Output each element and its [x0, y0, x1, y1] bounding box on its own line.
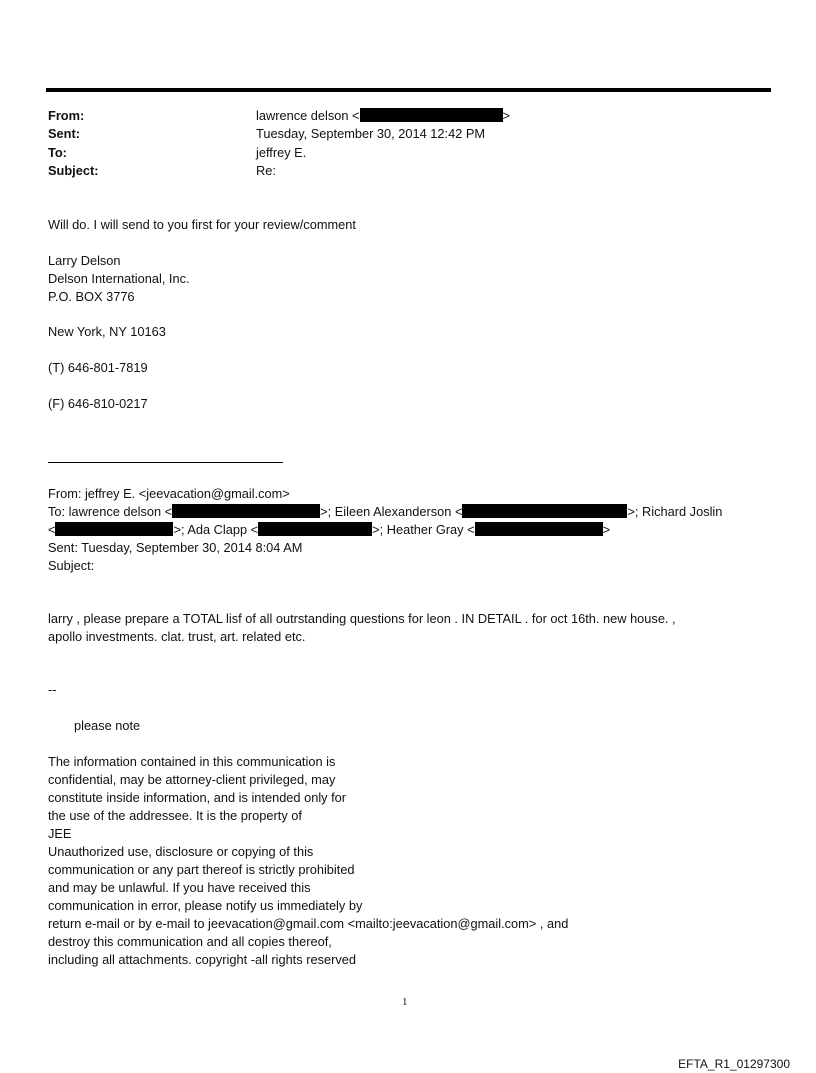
original-body-line2: apollo investments. clat. trust, art. related etc. [48, 629, 306, 644]
to2-text-4: > [602, 522, 611, 537]
disclaimer-line: including all attachments. copyright -all rights reserved [48, 952, 356, 967]
disclaimer-line: the use of the addressee. It is the property of [48, 808, 302, 823]
separator-rule [48, 462, 283, 463]
signature-city: New York, NY 10163 [48, 324, 166, 339]
subject-label: Subject: [48, 163, 99, 178]
disclaimer-line: and may be unlawful. If you have received this [48, 880, 311, 895]
document-id: EFTA_R1_01297300 [678, 1057, 790, 1071]
disclaimer-line: Unauthorized use, disclosure or copying of this [48, 844, 314, 859]
redaction-bar [360, 108, 503, 122]
please-note: please note [74, 718, 141, 733]
subject-value: Re: [256, 163, 276, 178]
original-from: From: jeffrey E. <jeevacation@gmail.com> [48, 486, 290, 501]
from-name: lawrence delson < [256, 108, 360, 123]
original-sent: Sent: Tuesday, September 30, 2014 8:04 AM [48, 540, 303, 555]
original-body-line1: larry , please prepare a TOTAL lisf of all outrstanding questions for leon . IN DETAIL . for oct 16th. new house. , [48, 611, 676, 626]
signature-dashes: -- [48, 682, 57, 697]
disclaimer-line: JEE [48, 826, 72, 841]
to-label: To: [48, 145, 67, 160]
disclaimer-line: destroy this communication and all copies thereof, [48, 934, 332, 949]
from-label: From: [48, 108, 85, 123]
to2-text-1: < [48, 522, 56, 537]
signature-fax: (F) 646-810-0217 [48, 396, 148, 411]
signature-phone: (T) 646-801-7819 [48, 360, 148, 375]
sent-value: Tuesday, September 30, 2014 12:42 PM [256, 126, 486, 141]
redaction-bar [462, 504, 627, 518]
original-to-line1 [48, 503, 722, 521]
disclaimer-line: constitute inside information, and is intended only for [48, 790, 347, 805]
to2-text-3: >; Heather Gray < [372, 522, 475, 537]
reply-body: Will do. I will send to you first for your review/comment [48, 217, 356, 232]
redaction-bar [55, 522, 173, 536]
to-text-1: To: lawrence delson < [48, 504, 173, 519]
to-text-3: >; Richard Joslin [627, 504, 723, 519]
redaction-bar [172, 504, 320, 518]
redaction-bar [475, 522, 603, 536]
to-text-2: >; Eileen Alexanderson < [320, 504, 463, 519]
top-rule [46, 88, 771, 92]
original-subject: Subject: [48, 558, 95, 573]
disclaimer-line: The information contained in this communication is [48, 754, 336, 769]
from-close: > [502, 108, 510, 123]
signature-company: Delson International, Inc. [48, 271, 190, 286]
to-value: jeffrey E. [256, 145, 307, 160]
to2-text-2: >; Ada Clapp < [173, 522, 259, 537]
disclaimer-line: communication in error, please notify us immediately by [48, 898, 363, 913]
disclaimer-line: return e-mail or by e-mail to jeevacation@gmail.com <mailto:jeevacation@gmail.com> , and [48, 916, 569, 931]
sent-label: Sent: [48, 126, 80, 141]
disclaimer-line: confidential, may be attorney-client privileged, may [48, 772, 336, 787]
signature-name: Larry Delson [48, 253, 121, 268]
page-number: 1 [402, 996, 408, 1008]
signature-po-box: P.O. BOX 3776 [48, 289, 135, 304]
from-value [256, 107, 510, 125]
redaction-bar [258, 522, 372, 536]
original-to-line2 [48, 521, 610, 539]
disclaimer-line: communication or any part thereof is strictly prohibited [48, 862, 355, 877]
